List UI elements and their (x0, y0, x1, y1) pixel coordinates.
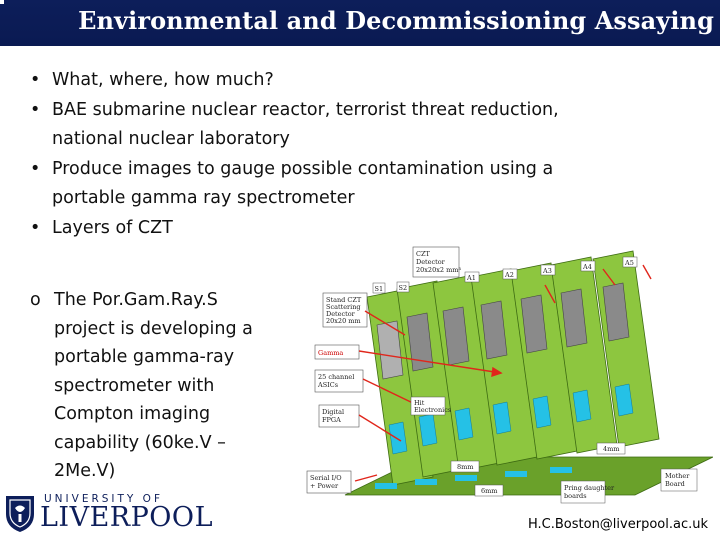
label-text: Pring daughter (564, 484, 615, 492)
sub-bullet-text (30, 286, 292, 486)
sub-line: The Por.Gam.Ray.S (54, 290, 218, 310)
label-text: Gamma (318, 349, 344, 357)
bullet-list (30, 66, 670, 243)
connector-chip (505, 471, 527, 477)
label-text: 20x20x2 mm³ (416, 266, 462, 274)
label-text: 8mm (457, 463, 474, 471)
bullet-marker: • (30, 70, 41, 90)
bullet-marker: • (30, 99, 41, 120)
label-text: Digital (322, 408, 345, 416)
connector-chip (375, 483, 397, 489)
label-text: Scattering (326, 303, 361, 311)
sub-bullet-marker: o (30, 290, 41, 310)
sub-line: spectrometer with (54, 375, 215, 396)
detector-stack-diagram (305, 245, 713, 510)
left-labels (307, 293, 367, 493)
label-text: Serial I/O (310, 474, 342, 482)
bullet-item (30, 155, 670, 214)
connector-chip (455, 475, 477, 481)
label-text: CZT (416, 250, 430, 258)
label-text: FPGA (322, 416, 341, 424)
label-text: ASICs (318, 381, 339, 389)
contact-email: H.C.Boston@liverpool.ac.uk (527, 517, 708, 532)
bullet-marker: • (30, 217, 41, 238)
label-text: Board (665, 480, 685, 488)
university-logo (4, 492, 213, 536)
bullet-marker: • (30, 158, 41, 179)
bullet-text-continued: portable gamma ray spectrometer (52, 188, 355, 208)
label-text: Electronics (414, 406, 452, 414)
label-text: 25 channel (318, 373, 355, 381)
connector-chip (415, 479, 437, 485)
bullet-text-continued: national nuclear laboratory (52, 129, 290, 149)
label-text: Detector (326, 310, 355, 318)
label-text: 6mm (481, 487, 498, 495)
connector-chip (550, 467, 572, 473)
logo-university-of: UNIVERSITY OF (44, 493, 163, 505)
bullet-text: BAE submarine nuclear reactor, terrorist threat reduction, (52, 99, 559, 120)
label-text: boards (564, 492, 587, 500)
label-text: Hit (414, 399, 425, 407)
label-text: A2 (505, 271, 514, 279)
logo-liverpool: LIVERPOOL (40, 502, 213, 533)
bullet-item (30, 214, 670, 244)
bullet-item (30, 66, 670, 96)
gamma-arrow (355, 475, 377, 481)
crest-icon (4, 494, 36, 534)
label-text: A5 (625, 259, 634, 267)
label-text: S1 (374, 285, 384, 293)
label-text: Stand CZT (326, 296, 362, 304)
bullet-item (30, 96, 670, 155)
label-text: S2 (398, 284, 408, 292)
label-text: A1 (467, 274, 476, 282)
bullet-text: What, where, how much? (52, 70, 274, 90)
sub-line: Compton imaging (54, 404, 211, 424)
label-text: A3 (543, 267, 552, 275)
gamma-arrow (643, 265, 651, 279)
slide-title: Environmental and Decommissioning Assaying (78, 6, 714, 35)
sub-line: capability (60ke.V – (54, 432, 226, 453)
label-text: + Power (310, 482, 339, 490)
label-text: Mother (665, 472, 690, 480)
sub-line: 2Me.V) (54, 461, 116, 481)
corner-mark (0, 0, 4, 4)
label-text: Detector (416, 258, 445, 266)
label-text: 20x20 mm (326, 317, 361, 325)
title-bar (0, 0, 720, 46)
bullet-text: Layers of CZT (52, 217, 173, 238)
bullet-text: Produce images to gauge possible contamination using a (52, 158, 554, 179)
label-text: 4mm (603, 445, 620, 453)
label-text: A4 (583, 263, 592, 271)
sub-line: portable gamma-ray (54, 347, 235, 367)
sub-line: project is developing a (54, 318, 253, 339)
sub-bullet (30, 286, 292, 486)
